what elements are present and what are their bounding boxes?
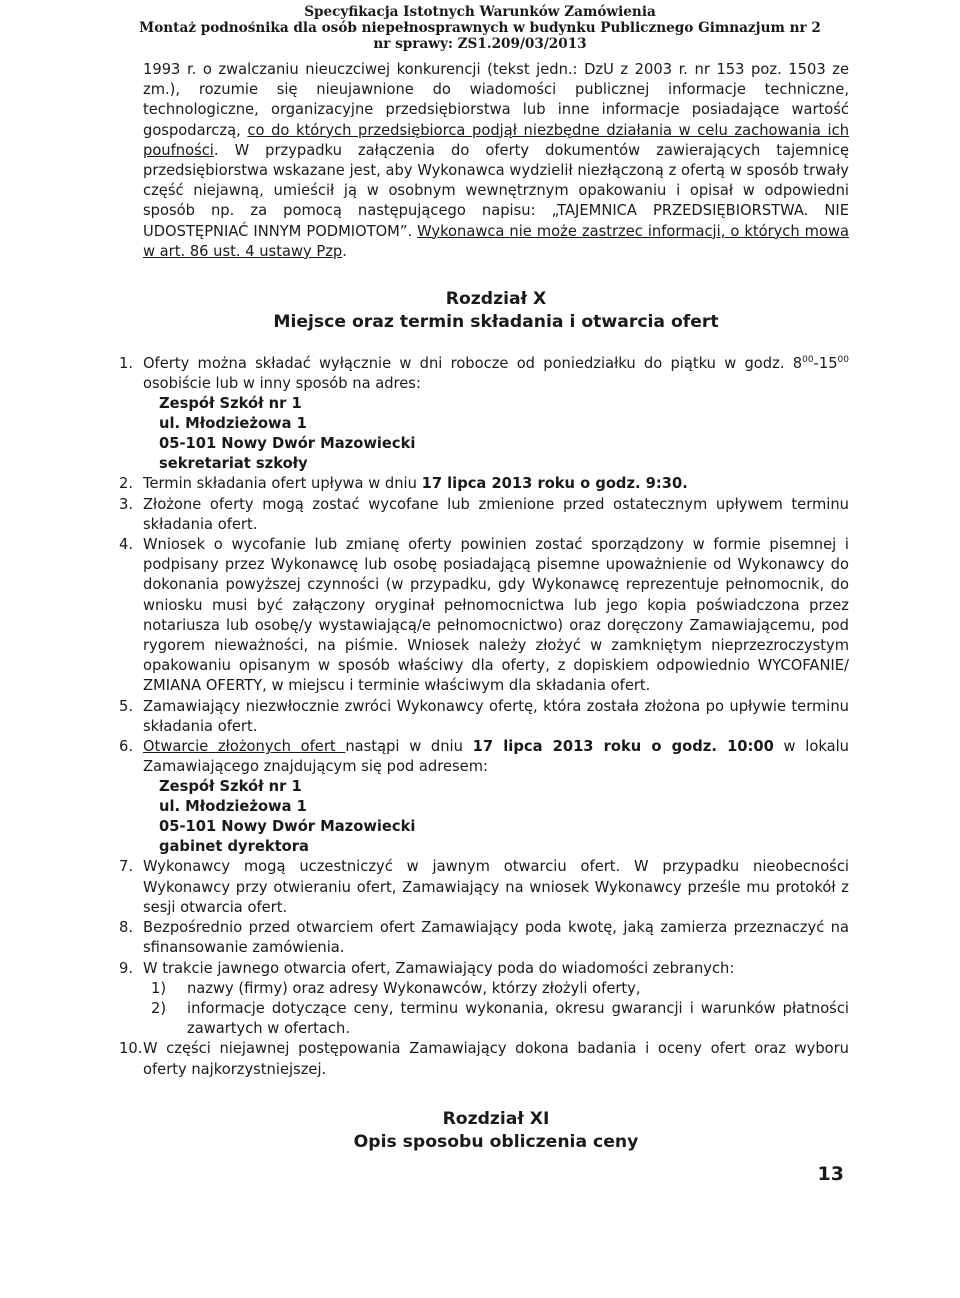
chapter-10-title: Rozdział X (445, 289, 547, 310)
address-line: Zespół Szkół nr 1 (159, 778, 302, 796)
item-body: Złożone oferty mogą zostać wycofane lub zmienione przed ostatecznym upływem terminu składania ofert. (143, 495, 849, 533)
sub-item-text: informacje dotyczące ceny, terminu wykonania, okresu gwarancji i warunków płatności zawartych w ofertach. (187, 999, 849, 1038)
item-superscript: 00 (802, 355, 814, 366)
list-item (119, 857, 849, 918)
sub-item-number: 1) (151, 979, 167, 997)
item-body: Zamawiający niezwłocznie zwróci Wykonawcy ofertę, która została złożona po upływie terminu składania ofert. (143, 697, 849, 735)
intro-text-2: . W przypadku załączenia do oferty dokumentów zawierających tajemnicę przedsiębiorstwa wskazane jest, aby Wykonawca wydzielił niezłączoną z ofertą w sposób trwały część niejawną, umieścił ją w osobnym wewnętrznym opakowaniu i opisał w odpowiedni sposób np. za pomocą następującego napisu: „TAJEMNICA PRZEDSIĘBIORSTWA. NIE UDOSTĘPNIAĆ INNYM PODMIOTOM”. (143, 141, 849, 240)
item-body (143, 737, 849, 857)
list-item (119, 354, 849, 474)
item-number: 5. (119, 697, 134, 715)
intro-text-1: 1993 r. o zwalczaniu nieuczciwej konkurencji (tekst jedn.: DzU z 2003 r. nr 153 poz. 1503 ze zm.), rozumie się nieujawnione do wiadomości publicznej informacje techniczne, technologiczne, organizacyjne przedsiębiorstwa lub inne informacje posiadające wartość gospodarczą, (143, 61, 849, 139)
item-number: 2. (119, 475, 134, 493)
header-title: Specyfikacja Istotnych Warunków Zamówienia (304, 4, 656, 20)
chapter-11-title: Rozdział XI (442, 1108, 550, 1129)
list-item (119, 474, 849, 494)
item-number: 8. (119, 919, 134, 937)
item-text: osobiście lub w inny sposób na adres: (143, 375, 421, 393)
list-item (119, 918, 849, 958)
page-header (0, 4, 960, 52)
item-opening-date: 17 lipca 2013 roku o godz. 10:00 (472, 738, 774, 756)
item-superscript: 00 (837, 355, 849, 366)
item-number: 7. (119, 858, 134, 876)
address-line: gabinet dyrektora (159, 838, 309, 856)
item-text: w lokalu Zamawiającego znajdującym się pod adresem: (143, 738, 849, 776)
item-body (143, 354, 849, 474)
item-number: 1. (119, 355, 134, 373)
item-body (143, 959, 849, 1040)
sub-list-item (151, 979, 849, 999)
item-text: W trakcie jawnego otwarcia ofert, Zamawiający poda do wiadomości zebranych: (143, 959, 735, 977)
page-number: 13 (817, 1163, 844, 1185)
address-line: sekretariat szkoły (159, 455, 308, 473)
item-body: Bezpośrednio przed otwarciem ofert Zamawiający poda kwotę, jaką zamierza przeznaczyć na sfinansowanie zamówienia. (143, 919, 849, 957)
sub-item-text: nazwy (firmy) oraz adresy Wykonawców, którzy złożyli oferty, (187, 979, 641, 997)
intro-underlined-2: Wykonawca nie może zastrzec informacji, o których mowa w art. 86 ust. 4 ustawy Pzp (143, 222, 849, 260)
list-item (119, 697, 849, 737)
item-deadline: 17 lipca 2013 roku o godz. 9:30. (421, 475, 688, 493)
list-item (119, 959, 849, 1040)
list-item (119, 535, 849, 697)
item-body (143, 474, 849, 494)
opening-address (159, 777, 849, 857)
item-number: 10. (119, 1040, 143, 1058)
address-line: ul. Młodzieżowa 1 (159, 798, 307, 816)
item-body: W części niejawnej postępowania Zamawiający dokona badania i oceny ofert oraz wyboru oferty najkorzystniejszej. (143, 1040, 849, 1078)
item-number: 9. (119, 959, 134, 977)
intro-paragraph (143, 60, 849, 262)
address-line: 05-101 Nowy Dwór Mazowiecki (159, 435, 416, 453)
header-case-number: nr sprawy: ZS1.209/03/2013 (373, 36, 587, 52)
list-item (119, 737, 849, 857)
submission-address (159, 394, 849, 474)
item-number: 4. (119, 536, 134, 554)
item-text: -15 (813, 355, 838, 373)
item-body: Wniosek o wycofanie lub zmianę oferty powinien zostać sporządzony w formie pisemnej i podpisany przez Wykonawcę lub osobę posiadającą pisemne upoważnienie od Wykonawcy do dokonania powyższej czynności (w przypadku, gdy Wykonawcę reprezentuje pełnomocnik, do wniosku musi być załączony oryginał pełnomocnictwa lub jego kopia poświadczona przez notariusza lub osobę/y wystawiającą/e pełnomocnictwo) oraz doręczony Zamawiającemu, pod rygorem nieważności, na piśmie. Wniosek należy złożyć w zamkniętym nieprzezroczystym opakowaniu opisanym w sposób właściwy dla oferty, z dopiskiem odpowiednio WYCOFANIE/ ZMIANA OFERTY, w miejscu i terminie właściwym dla składania ofert. (143, 536, 849, 695)
chapter-10-list (119, 354, 849, 1080)
address-line: ul. Młodzieżowa 1 (159, 415, 307, 433)
item-text: Termin składania ofert upływa w dniu (143, 475, 422, 493)
item-text: Oferty można składać wyłącznie w dni robocze od poniedziałku do piątku w godz. 8 (143, 355, 803, 373)
address-line: Zespół Szkół nr 1 (159, 395, 302, 413)
item-number: 6. (119, 738, 134, 756)
item-body: Wykonawcy mogą uczestniczyć w jawnym otwarciu ofert. W przypadku nieobecności Wykonawcy przy otwieraniu ofert, Zamawiający na wniosek Wykonawcy prześle mu protokół z sesji otwarcia ofert. (143, 858, 849, 916)
list-item (119, 495, 849, 535)
intro-underlined-1: co do których przedsiębiorca podjął niezbędne działania w celu zachowania ich poufności (143, 121, 850, 159)
address-line: 05-101 Nowy Dwór Mazowiecki (159, 818, 416, 836)
item-number: 3. (119, 495, 134, 513)
chapter-10-subtitle: Miejsce oraz termin składania i otwarcia ofert (273, 312, 719, 333)
list-item (119, 1039, 849, 1079)
sub-list-item (151, 999, 849, 1039)
item-text: nastąpi w dniu (345, 738, 473, 756)
header-subject: Montaż podnośnika dla osób niepełnosprawnych w budynku Publicznego Gimnazjum nr 2 (139, 20, 821, 36)
sub-item-number: 2) (151, 999, 167, 1017)
chapter-11-subtitle: Opis sposobu obliczenia ceny (353, 1131, 639, 1152)
item-underlined: Otwarcie złożonych ofert (143, 738, 346, 756)
document-body (119, 60, 850, 1154)
intro-text-3: . (342, 242, 347, 260)
